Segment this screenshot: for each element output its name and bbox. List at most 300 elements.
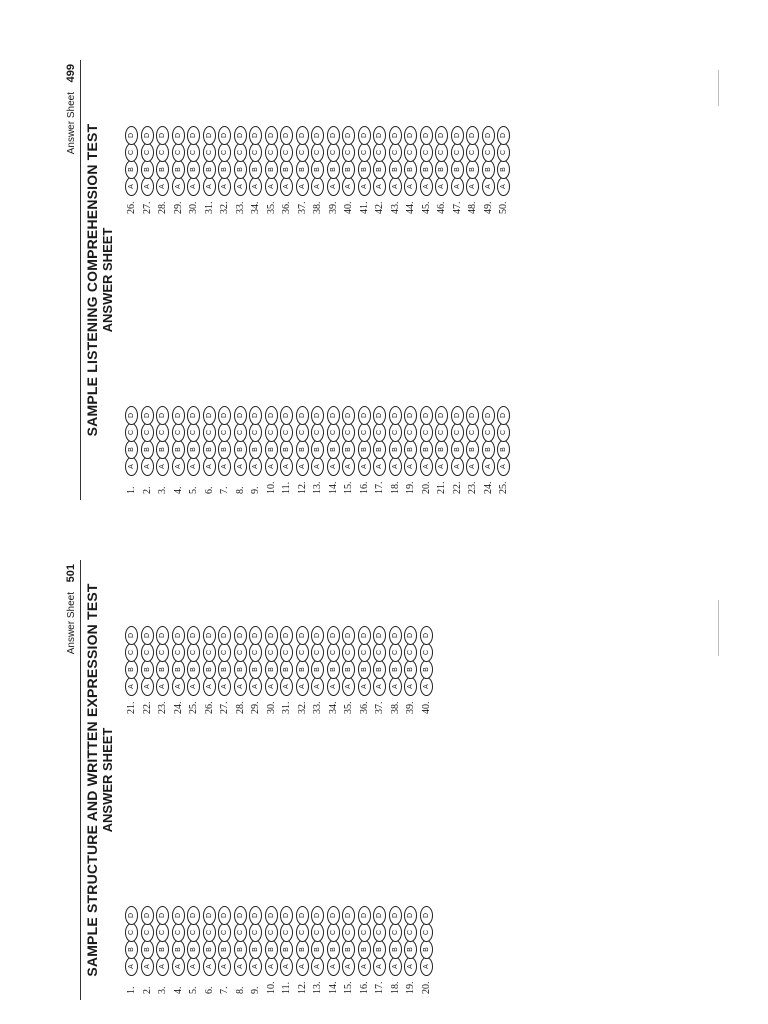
answer-bubble-b[interactable]: B <box>466 440 479 459</box>
answer-bubble-c[interactable]: C <box>296 143 309 162</box>
answer-bubble-d[interactable]: D <box>373 626 386 645</box>
answer-bubble-a[interactable]: A <box>249 677 262 696</box>
answer-bubble-d[interactable]: D <box>141 406 154 425</box>
answer-bubble-c[interactable]: C <box>125 923 138 942</box>
answer-bubble-c[interactable]: C <box>327 423 340 442</box>
answer-bubble-b[interactable]: B <box>358 660 371 679</box>
answer-bubble-b[interactable]: B <box>435 160 448 179</box>
answer-bubble-a[interactable]: A <box>156 177 169 196</box>
answer-bubble-a[interactable]: A <box>265 677 278 696</box>
answer-bubble-c[interactable]: C <box>203 423 216 442</box>
answer-bubble-d[interactable]: D <box>234 406 247 425</box>
answer-bubble-d[interactable]: D <box>125 626 138 645</box>
answer-bubble-b[interactable]: B <box>249 940 262 959</box>
answer-bubble-b[interactable]: B <box>280 160 293 179</box>
answer-bubble-b[interactable]: B <box>249 160 262 179</box>
answer-bubble-d[interactable]: D <box>280 906 293 925</box>
answer-bubble-c[interactable]: C <box>234 923 247 942</box>
answer-bubble-b[interactable]: B <box>296 940 309 959</box>
answer-bubble-c[interactable]: C <box>466 143 479 162</box>
answer-bubble-d[interactable]: D <box>373 126 386 145</box>
answer-bubble-d[interactable]: D <box>125 126 138 145</box>
answer-bubble-b[interactable]: B <box>249 440 262 459</box>
answer-bubble-d[interactable]: D <box>451 406 464 425</box>
answer-bubble-a[interactable]: A <box>125 457 138 476</box>
answer-bubble-d[interactable]: D <box>172 906 185 925</box>
answer-bubble-d[interactable]: D <box>311 126 324 145</box>
answer-bubble-b[interactable]: B <box>327 160 340 179</box>
answer-bubble-c[interactable]: C <box>172 923 185 942</box>
answer-bubble-d[interactable]: D <box>296 626 309 645</box>
answer-bubble-d[interactable]: D <box>187 126 200 145</box>
answer-bubble-d[interactable]: D <box>234 906 247 925</box>
answer-bubble-a[interactable]: A <box>218 957 231 976</box>
answer-bubble-c[interactable]: C <box>420 143 433 162</box>
answer-bubble-a[interactable]: A <box>358 677 371 696</box>
answer-bubble-a[interactable]: A <box>234 457 247 476</box>
answer-bubble-b[interactable]: B <box>234 440 247 459</box>
answer-bubble-c[interactable]: C <box>218 923 231 942</box>
answer-bubble-b[interactable]: B <box>156 660 169 679</box>
answer-bubble-d[interactable]: D <box>172 626 185 645</box>
answer-bubble-c[interactable]: C <box>203 143 216 162</box>
answer-bubble-b[interactable]: B <box>389 440 402 459</box>
answer-bubble-a[interactable]: A <box>482 457 495 476</box>
answer-bubble-b[interactable]: B <box>389 940 402 959</box>
answer-bubble-a[interactable]: A <box>327 677 340 696</box>
answer-bubble-d[interactable]: D <box>389 126 402 145</box>
answer-bubble-d[interactable]: D <box>404 906 417 925</box>
answer-bubble-a[interactable]: A <box>203 177 216 196</box>
answer-bubble-c[interactable]: C <box>203 923 216 942</box>
answer-bubble-b[interactable]: B <box>404 660 417 679</box>
answer-bubble-a[interactable]: A <box>466 177 479 196</box>
answer-bubble-a[interactable]: A <box>389 457 402 476</box>
answer-bubble-c[interactable]: C <box>342 423 355 442</box>
answer-bubble-b[interactable]: B <box>218 660 231 679</box>
answer-bubble-a[interactable]: A <box>435 177 448 196</box>
answer-bubble-a[interactable]: A <box>466 457 479 476</box>
answer-bubble-b[interactable]: B <box>141 940 154 959</box>
answer-bubble-d[interactable]: D <box>466 406 479 425</box>
answer-bubble-d[interactable]: D <box>280 406 293 425</box>
answer-bubble-c[interactable]: C <box>234 643 247 662</box>
answer-bubble-d[interactable]: D <box>187 406 200 425</box>
answer-bubble-c[interactable]: C <box>141 643 154 662</box>
answer-bubble-a[interactable]: A <box>172 957 185 976</box>
answer-bubble-b[interactable]: B <box>187 940 200 959</box>
answer-bubble-c[interactable]: C <box>327 923 340 942</box>
answer-bubble-a[interactable]: A <box>172 677 185 696</box>
answer-bubble-d[interactable]: D <box>265 626 278 645</box>
answer-bubble-c[interactable]: C <box>389 643 402 662</box>
answer-bubble-b[interactable]: B <box>389 160 402 179</box>
answer-bubble-b[interactable]: B <box>156 440 169 459</box>
answer-bubble-b[interactable]: B <box>358 440 371 459</box>
answer-bubble-c[interactable]: C <box>404 423 417 442</box>
answer-bubble-d[interactable]: D <box>156 126 169 145</box>
answer-bubble-c[interactable]: C <box>296 423 309 442</box>
answer-bubble-b[interactable]: B <box>404 940 417 959</box>
answer-bubble-c[interactable]: C <box>311 143 324 162</box>
answer-bubble-c[interactable]: C <box>280 423 293 442</box>
answer-bubble-c[interactable]: C <box>187 423 200 442</box>
answer-bubble-b[interactable]: B <box>172 940 185 959</box>
answer-bubble-c[interactable]: C <box>141 923 154 942</box>
answer-bubble-a[interactable]: A <box>420 677 433 696</box>
answer-bubble-b[interactable]: B <box>451 440 464 459</box>
answer-bubble-a[interactable]: A <box>234 957 247 976</box>
answer-bubble-d[interactable]: D <box>451 126 464 145</box>
answer-bubble-c[interactable]: C <box>373 643 386 662</box>
answer-bubble-b[interactable]: B <box>265 660 278 679</box>
answer-bubble-b[interactable]: B <box>234 160 247 179</box>
answer-bubble-d[interactable]: D <box>327 126 340 145</box>
answer-bubble-c[interactable]: C <box>342 143 355 162</box>
answer-bubble-b[interactable]: B <box>482 440 495 459</box>
answer-bubble-c[interactable]: C <box>218 643 231 662</box>
answer-bubble-d[interactable]: D <box>187 626 200 645</box>
answer-bubble-b[interactable]: B <box>327 940 340 959</box>
answer-bubble-c[interactable]: C <box>358 643 371 662</box>
answer-bubble-a[interactable]: A <box>389 677 402 696</box>
answer-bubble-a[interactable]: A <box>203 957 216 976</box>
answer-bubble-a[interactable]: A <box>482 177 495 196</box>
answer-bubble-c[interactable]: C <box>125 423 138 442</box>
answer-bubble-c[interactable]: C <box>420 423 433 442</box>
answer-bubble-c[interactable]: C <box>265 423 278 442</box>
answer-bubble-d[interactable]: D <box>234 126 247 145</box>
answer-bubble-b[interactable]: B <box>249 660 262 679</box>
answer-bubble-a[interactable]: A <box>358 177 371 196</box>
answer-bubble-d[interactable]: D <box>203 126 216 145</box>
answer-bubble-c[interactable]: C <box>125 643 138 662</box>
answer-bubble-d[interactable]: D <box>296 906 309 925</box>
answer-bubble-c[interactable]: C <box>280 643 293 662</box>
answer-bubble-a[interactable]: A <box>249 177 262 196</box>
answer-bubble-d[interactable]: D <box>156 626 169 645</box>
answer-bubble-c[interactable]: C <box>203 643 216 662</box>
answer-bubble-d[interactable]: D <box>203 406 216 425</box>
answer-bubble-c[interactable]: C <box>342 643 355 662</box>
answer-bubble-b[interactable]: B <box>280 440 293 459</box>
answer-bubble-c[interactable]: C <box>187 923 200 942</box>
answer-bubble-d[interactable]: D <box>482 406 495 425</box>
answer-bubble-d[interactable]: D <box>296 126 309 145</box>
answer-bubble-d[interactable]: D <box>280 626 293 645</box>
answer-bubble-a[interactable]: A <box>249 957 262 976</box>
answer-bubble-d[interactable]: D <box>141 626 154 645</box>
answer-bubble-a[interactable]: A <box>420 457 433 476</box>
answer-bubble-d[interactable]: D <box>187 906 200 925</box>
answer-bubble-d[interactable]: D <box>141 906 154 925</box>
answer-bubble-b[interactable]: B <box>203 440 216 459</box>
answer-bubble-a[interactable]: A <box>156 957 169 976</box>
answer-bubble-d[interactable]: D <box>218 126 231 145</box>
answer-bubble-c[interactable]: C <box>187 143 200 162</box>
answer-bubble-b[interactable]: B <box>373 160 386 179</box>
answer-bubble-a[interactable]: A <box>311 677 324 696</box>
answer-bubble-b[interactable]: B <box>420 440 433 459</box>
answer-bubble-b[interactable]: B <box>280 940 293 959</box>
answer-bubble-d[interactable]: D <box>342 626 355 645</box>
answer-bubble-d[interactable]: D <box>311 406 324 425</box>
answer-bubble-c[interactable]: C <box>156 423 169 442</box>
answer-bubble-a[interactable]: A <box>327 177 340 196</box>
answer-bubble-d[interactable]: D <box>172 406 185 425</box>
answer-bubble-d[interactable]: D <box>249 406 262 425</box>
answer-bubble-b[interactable]: B <box>234 940 247 959</box>
answer-bubble-b[interactable]: B <box>172 160 185 179</box>
answer-bubble-b[interactable]: B <box>373 440 386 459</box>
answer-bubble-b[interactable]: B <box>358 940 371 959</box>
answer-bubble-d[interactable]: D <box>234 626 247 645</box>
answer-bubble-d[interactable]: D <box>265 906 278 925</box>
answer-bubble-b[interactable]: B <box>342 940 355 959</box>
answer-bubble-d[interactable]: D <box>435 406 448 425</box>
answer-bubble-c[interactable]: C <box>435 143 448 162</box>
answer-bubble-d[interactable]: D <box>172 126 185 145</box>
answer-bubble-c[interactable]: C <box>420 923 433 942</box>
answer-bubble-b[interactable]: B <box>218 160 231 179</box>
answer-bubble-b[interactable]: B <box>156 160 169 179</box>
answer-bubble-d[interactable]: D <box>404 126 417 145</box>
answer-bubble-a[interactable]: A <box>311 957 324 976</box>
answer-bubble-b[interactable]: B <box>280 660 293 679</box>
answer-bubble-b[interactable]: B <box>265 440 278 459</box>
answer-bubble-d[interactable]: D <box>358 126 371 145</box>
answer-bubble-a[interactable]: A <box>451 177 464 196</box>
answer-bubble-d[interactable]: D <box>141 126 154 145</box>
answer-bubble-c[interactable]: C <box>296 643 309 662</box>
answer-bubble-d[interactable]: D <box>358 906 371 925</box>
answer-bubble-b[interactable]: B <box>327 440 340 459</box>
answer-bubble-c[interactable]: C <box>172 143 185 162</box>
answer-bubble-d[interactable]: D <box>358 626 371 645</box>
answer-bubble-d[interactable]: D <box>125 906 138 925</box>
answer-bubble-d[interactable]: D <box>358 406 371 425</box>
answer-bubble-c[interactable]: C <box>404 923 417 942</box>
answer-bubble-c[interactable]: C <box>389 143 402 162</box>
answer-bubble-d[interactable]: D <box>125 406 138 425</box>
answer-bubble-a[interactable]: A <box>296 677 309 696</box>
answer-bubble-d[interactable]: D <box>373 906 386 925</box>
answer-bubble-c[interactable]: C <box>358 143 371 162</box>
answer-bubble-b[interactable]: B <box>234 660 247 679</box>
answer-bubble-d[interactable]: D <box>342 406 355 425</box>
answer-bubble-b[interactable]: B <box>203 660 216 679</box>
answer-bubble-c[interactable]: C <box>141 143 154 162</box>
answer-bubble-d[interactable]: D <box>311 906 324 925</box>
answer-bubble-a[interactable]: A <box>265 177 278 196</box>
answer-bubble-b[interactable]: B <box>389 660 402 679</box>
answer-bubble-a[interactable]: A <box>497 177 510 196</box>
answer-bubble-c[interactable]: C <box>156 923 169 942</box>
answer-bubble-b[interactable]: B <box>141 160 154 179</box>
answer-bubble-a[interactable]: A <box>280 957 293 976</box>
answer-bubble-b[interactable]: B <box>296 440 309 459</box>
answer-bubble-d[interactable]: D <box>420 906 433 925</box>
answer-bubble-b[interactable]: B <box>187 440 200 459</box>
answer-bubble-c[interactable]: C <box>311 923 324 942</box>
answer-bubble-c[interactable]: C <box>249 423 262 442</box>
answer-bubble-a[interactable]: A <box>141 457 154 476</box>
answer-bubble-c[interactable]: C <box>172 643 185 662</box>
answer-bubble-c[interactable]: C <box>358 423 371 442</box>
answer-bubble-a[interactable]: A <box>342 957 355 976</box>
answer-bubble-c[interactable]: C <box>482 143 495 162</box>
answer-bubble-b[interactable]: B <box>311 940 324 959</box>
answer-bubble-a[interactable]: A <box>404 677 417 696</box>
answer-bubble-b[interactable]: B <box>497 440 510 459</box>
answer-bubble-b[interactable]: B <box>420 660 433 679</box>
answer-bubble-a[interactable]: A <box>373 177 386 196</box>
answer-bubble-d[interactable]: D <box>156 906 169 925</box>
answer-bubble-d[interactable]: D <box>218 406 231 425</box>
answer-bubble-c[interactable]: C <box>187 643 200 662</box>
answer-bubble-d[interactable]: D <box>249 126 262 145</box>
answer-bubble-d[interactable]: D <box>404 406 417 425</box>
answer-bubble-c[interactable]: C <box>265 643 278 662</box>
answer-bubble-d[interactable]: D <box>218 906 231 925</box>
answer-bubble-c[interactable]: C <box>156 643 169 662</box>
answer-bubble-a[interactable]: A <box>172 177 185 196</box>
answer-bubble-d[interactable]: D <box>342 906 355 925</box>
answer-bubble-b[interactable]: B <box>125 660 138 679</box>
answer-bubble-b[interactable]: B <box>156 940 169 959</box>
answer-bubble-d[interactable]: D <box>497 406 510 425</box>
answer-bubble-d[interactable]: D <box>342 126 355 145</box>
answer-bubble-d[interactable]: D <box>389 406 402 425</box>
answer-bubble-b[interactable]: B <box>125 440 138 459</box>
answer-bubble-c[interactable]: C <box>373 423 386 442</box>
answer-bubble-b[interactable]: B <box>451 160 464 179</box>
answer-bubble-a[interactable]: A <box>156 677 169 696</box>
answer-bubble-a[interactable]: A <box>389 177 402 196</box>
answer-bubble-c[interactable]: C <box>373 143 386 162</box>
answer-bubble-c[interactable]: C <box>420 643 433 662</box>
answer-bubble-a[interactable]: A <box>203 677 216 696</box>
answer-bubble-a[interactable]: A <box>311 457 324 476</box>
answer-bubble-b[interactable]: B <box>187 660 200 679</box>
answer-bubble-d[interactable]: D <box>249 906 262 925</box>
answer-bubble-c[interactable]: C <box>249 923 262 942</box>
answer-bubble-b[interactable]: B <box>466 160 479 179</box>
answer-bubble-a[interactable]: A <box>203 457 216 476</box>
answer-bubble-a[interactable]: A <box>404 177 417 196</box>
answer-bubble-c[interactable]: C <box>125 143 138 162</box>
answer-bubble-c[interactable]: C <box>451 143 464 162</box>
answer-bubble-c[interactable]: C <box>311 423 324 442</box>
answer-bubble-b[interactable]: B <box>342 160 355 179</box>
answer-bubble-b[interactable]: B <box>125 160 138 179</box>
answer-bubble-c[interactable]: C <box>389 423 402 442</box>
answer-bubble-d[interactable]: D <box>497 126 510 145</box>
answer-bubble-a[interactable]: A <box>141 677 154 696</box>
answer-bubble-a[interactable]: A <box>172 457 185 476</box>
answer-bubble-d[interactable]: D <box>311 626 324 645</box>
answer-bubble-c[interactable]: C <box>451 423 464 442</box>
answer-bubble-d[interactable]: D <box>420 126 433 145</box>
answer-bubble-a[interactable]: A <box>280 677 293 696</box>
answer-bubble-c[interactable]: C <box>280 923 293 942</box>
answer-bubble-d[interactable]: D <box>420 626 433 645</box>
answer-bubble-b[interactable]: B <box>342 440 355 459</box>
answer-bubble-d[interactable]: D <box>280 126 293 145</box>
answer-bubble-d[interactable]: D <box>203 906 216 925</box>
answer-bubble-b[interactable]: B <box>311 160 324 179</box>
answer-bubble-b[interactable]: B <box>203 940 216 959</box>
answer-bubble-c[interactable]: C <box>141 423 154 442</box>
answer-bubble-c[interactable]: C <box>327 643 340 662</box>
answer-bubble-c[interactable]: C <box>373 923 386 942</box>
answer-bubble-b[interactable]: B <box>373 940 386 959</box>
answer-bubble-a[interactable]: A <box>404 457 417 476</box>
answer-bubble-c[interactable]: C <box>156 143 169 162</box>
answer-bubble-b[interactable]: B <box>420 160 433 179</box>
answer-bubble-b[interactable]: B <box>482 160 495 179</box>
answer-bubble-b[interactable]: B <box>342 660 355 679</box>
answer-bubble-b[interactable]: B <box>265 160 278 179</box>
answer-bubble-a[interactable]: A <box>435 457 448 476</box>
answer-bubble-d[interactable]: D <box>265 126 278 145</box>
answer-bubble-c[interactable]: C <box>327 143 340 162</box>
answer-bubble-b[interactable]: B <box>420 940 433 959</box>
answer-bubble-b[interactable]: B <box>172 440 185 459</box>
answer-bubble-c[interactable]: C <box>404 643 417 662</box>
answer-bubble-c[interactable]: C <box>497 143 510 162</box>
answer-bubble-a[interactable]: A <box>342 177 355 196</box>
answer-bubble-d[interactable]: D <box>420 406 433 425</box>
answer-bubble-a[interactable]: A <box>358 957 371 976</box>
answer-bubble-b[interactable]: B <box>373 660 386 679</box>
answer-bubble-b[interactable]: B <box>311 440 324 459</box>
answer-bubble-a[interactable]: A <box>420 177 433 196</box>
answer-bubble-d[interactable]: D <box>373 406 386 425</box>
answer-bubble-a[interactable]: A <box>342 677 355 696</box>
answer-bubble-a[interactable]: A <box>342 457 355 476</box>
answer-bubble-c[interactable]: C <box>342 923 355 942</box>
answer-bubble-d[interactable]: D <box>218 626 231 645</box>
answer-bubble-b[interactable]: B <box>296 660 309 679</box>
answer-bubble-a[interactable]: A <box>404 957 417 976</box>
answer-bubble-b[interactable]: B <box>218 940 231 959</box>
answer-bubble-d[interactable]: D <box>327 626 340 645</box>
answer-bubble-a[interactable]: A <box>497 457 510 476</box>
answer-bubble-a[interactable]: A <box>141 177 154 196</box>
answer-bubble-d[interactable]: D <box>327 406 340 425</box>
answer-bubble-a[interactable]: A <box>187 957 200 976</box>
answer-bubble-a[interactable]: A <box>373 957 386 976</box>
answer-bubble-a[interactable]: A <box>265 457 278 476</box>
answer-bubble-b[interactable]: B <box>172 660 185 679</box>
answer-bubble-a[interactable]: A <box>280 457 293 476</box>
answer-bubble-d[interactable]: D <box>482 126 495 145</box>
answer-bubble-a[interactable]: A <box>420 957 433 976</box>
answer-bubble-c[interactable]: C <box>265 143 278 162</box>
answer-bubble-c[interactable]: C <box>249 143 262 162</box>
answer-bubble-c[interactable]: C <box>482 423 495 442</box>
answer-bubble-b[interactable]: B <box>203 160 216 179</box>
answer-bubble-a[interactable]: A <box>373 677 386 696</box>
answer-bubble-c[interactable]: C <box>358 923 371 942</box>
answer-bubble-c[interactable]: C <box>265 923 278 942</box>
answer-bubble-c[interactable]: C <box>234 423 247 442</box>
answer-bubble-d[interactable]: D <box>249 626 262 645</box>
answer-bubble-c[interactable]: C <box>234 143 247 162</box>
answer-bubble-b[interactable]: B <box>141 440 154 459</box>
answer-bubble-a[interactable]: A <box>125 177 138 196</box>
